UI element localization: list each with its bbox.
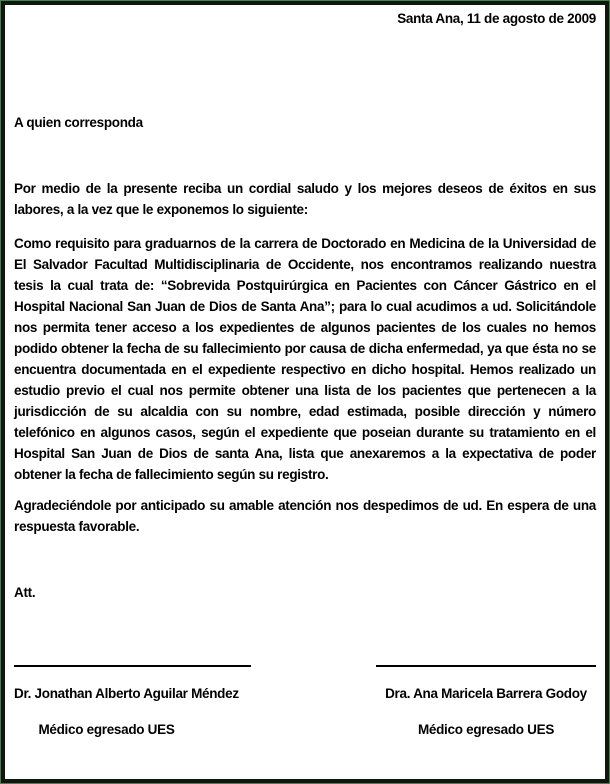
closing-att: Att. xyxy=(14,585,36,600)
paragraph-thanks: Agradeciéndole por anticipado su amable atención nos despedimos de ud. En espera de una respuesta favorable. xyxy=(14,498,596,534)
signature-block-right xyxy=(376,665,596,740)
signature-row xyxy=(14,665,596,740)
salutation: A quien corresponda xyxy=(14,115,143,130)
signer-title-left: Médico egresado UES xyxy=(38,722,175,737)
signature-block-left xyxy=(14,665,251,740)
signer-name-right: Dra. Ana Maricela Barrera Godoy xyxy=(385,686,587,701)
paragraph-request: Como requisito para graduarnos de la carrera de Doctorado en Medicina de la Universidad de El Salvador Facultad Multidisciplinaria de Occidente, nos encontramos realizando nuestra tesis la cual trata de: “Sobrevida Postquirúrgica en Pacientes con Cáncer Gástrico en el Hospital Nacional San Juan de Dios de Santa Ana”; para lo cual acudimos a ud. Solicitándole nos permita tener acceso a los expedientes de algunos pacientes de los cuales no hemos podido obtener la fecha de su fallecimiento por causa de dicha enfermedad, ya que ésta no se encuentra documentada en el expediente respectivo en dicho hospital. Hemos realizado un estudio previo el cual nos permite obtener una lista de los pacientes que pertenecen a la jurisdicción de su alcaldia con su nombre, edad estimada, posible dirección y número telefónico en algunos casos, según el expediente que poseian durante su tratamiento en el Hospital San Juan de Dios de santa Ana, lista que anexaremos a la expectativa de poder obtener la fecha de fallecimiento según su registro. xyxy=(14,236,596,482)
letter-body xyxy=(1,1,609,783)
signature-line-left xyxy=(14,665,251,667)
paragraph-greeting: Por medio de la presente reciba un cordial saludo y los mejores deseos de éxitos en sus labores, a la vez que le exponemos lo siguiente: xyxy=(14,181,596,217)
signer-title-right: Médico egresado UES xyxy=(417,722,555,737)
signer-name-left: Dr. Jonathan Alberto Aguilar Méndez xyxy=(14,686,239,701)
signature-line-right xyxy=(376,665,596,667)
date-line: Santa Ana, 11 de agosto de 2009 xyxy=(397,11,596,26)
